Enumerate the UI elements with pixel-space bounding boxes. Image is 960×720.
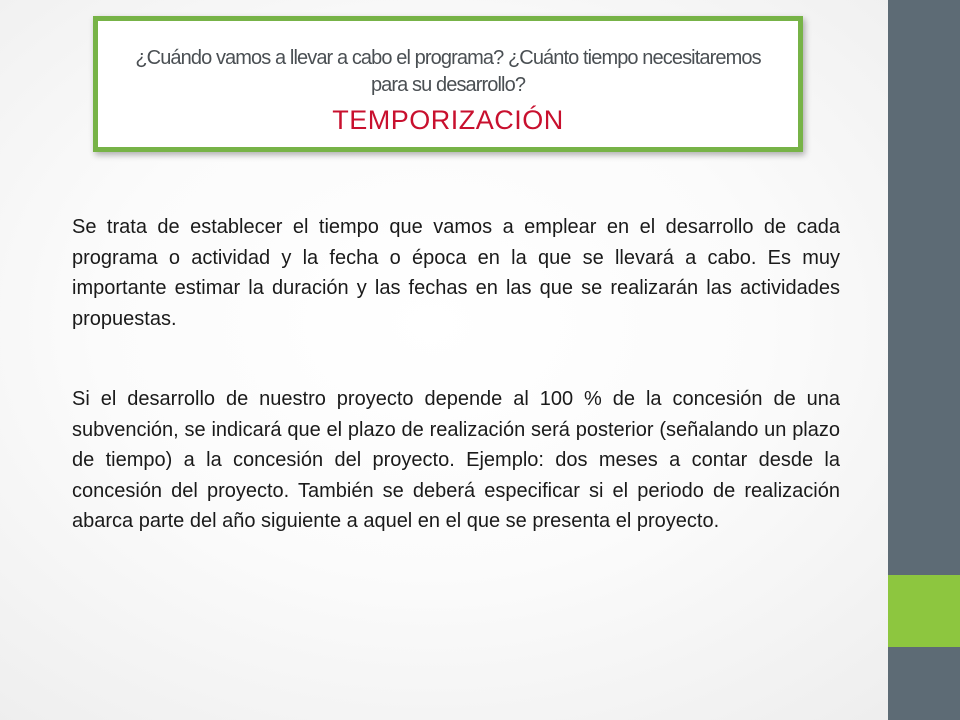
title-question: ¿Cuándo vamos a llevar a cabo el programa? ¿Cuánto tiempo necesitaremos para su desarrollo? — [135, 47, 761, 96]
title-box — [93, 16, 803, 152]
sidebar-accent-square — [888, 575, 960, 647]
body-paragraph-1: Se trata de establecer el tiempo que vamos a emplear en el desarrollo de cada programa o actividad y la fecha o época en la que se llevará a cabo. Es muy importante estimar la duración y las fechas en las que se realizarán las actividades propuestas. — [72, 216, 840, 330]
page-title: TEMPORIZACIÓN — [332, 105, 564, 135]
body-paragraph-2: Si el desarrollo de nuestro proyecto depende al 100 % de la concesión de una subvención, se indicará que el plazo de realización será posterior (señalando un plazo de tiempo) a la concesión del proyecto. Ejemplo: dos meses a contar desde la concesión del proyecto. También se deberá especificar si el periodo de realización abarca parte del año siguiente a aquel en el que se presenta el proyecto. — [72, 388, 840, 532]
